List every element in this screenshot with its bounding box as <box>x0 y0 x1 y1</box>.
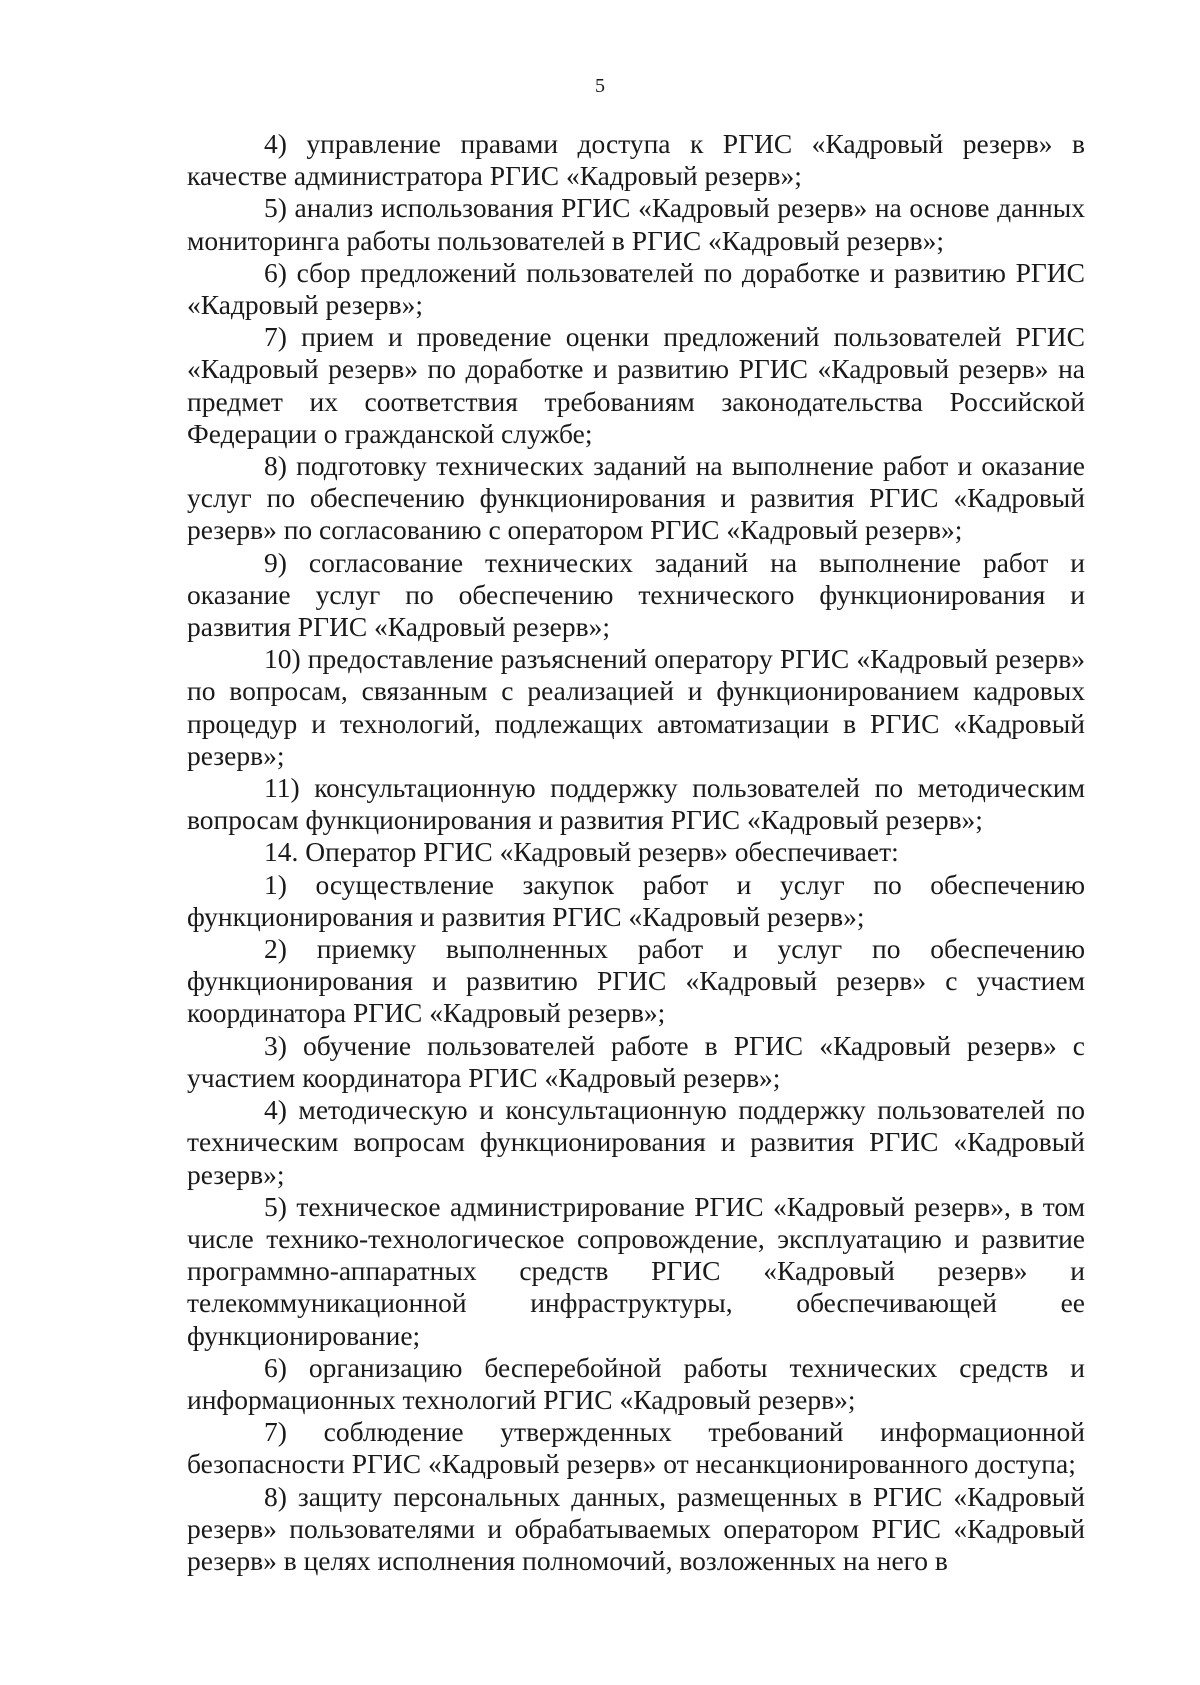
operator-item-8: 8) защиту персональных данных, размещенных в РГИС «Кадровый резерв» пользователями и обрабатываемых оператором РГИС «Кадровый резерв» в целях исполнения полномочий, возложенных на него в <box>187 1480 1085 1576</box>
operator-item-3: 3) обучение пользователей работе в РГИС «Кадровый резерв» с участием координатора РГИС «Кадровый резерв»; <box>187 1029 1085 1093</box>
operator-item-1: 1) осуществление закупок работ и услуг по обеспечению функционирования и развития РГИС «Кадровый резерв»; <box>187 868 1085 932</box>
paragraph-5: 5) анализ использования РГИС «Кадровый резерв» на основе данных мониторинга работы пользователей в РГИС «Кадровый резерв»; <box>187 192 1085 256</box>
paragraph-7: 7) прием и проведение оценки предложений пользователей РГИС «Кадровый резерв» по доработке и развитию РГИС «Кадровый резерв» на предмет их соответствия требованиям законодательства Российской Федерации о гражданской службе; <box>187 321 1085 449</box>
operator-item-6: 6) организацию бесперебойной работы технических средств и информационных технологий РГИС «Кадровый резерв»; <box>187 1351 1085 1415</box>
paragraph-10: 10) предоставление разъяснений оператору РГИС «Кадровый резерв» по вопросам, связанным с реализацией и функционированием кадровых процедур и технологий, подлежащих автоматизации в РГИС «Кадровый резерв»; <box>187 643 1085 771</box>
paragraph-8: 8) подготовку технических заданий на выполнение работ и оказание услуг по обеспечению функционирования и развития РГИС «Кадровый резерв» по согласованию с оператором РГИС «Кадровый резерв»; <box>187 450 1085 546</box>
paragraph-4: 4) управление правами доступа к РГИС «Кадровый резерв» в качестве администратора РГИС «Кадровый резерв»; <box>187 128 1085 192</box>
page-number: 5 <box>595 75 605 97</box>
paragraph-6: 6) сбор предложений пользователей по доработке и развитию РГИС «Кадровый резерв»; <box>187 256 1085 321</box>
paragraph-9: 9) согласование технических заданий на выполнение работ и оказание услуг по обеспечению технического функционирования и развития РГИС «Кадровый резерв»; <box>187 546 1085 643</box>
section-14-heading: 14. Оператор РГИС «Кадровый резерв» обеспечивает: <box>264 836 899 868</box>
operator-item-4: 4) методическую и консультационную поддержку пользователей по техническим вопросам функционирования и развития РГИС «Кадровый резерв»; <box>187 1094 1085 1190</box>
operator-item-7: 7) соблюдение утвержденных требований информационной безопасности РГИС «Кадровый резерв» от несанкционированного доступа; <box>187 1416 1085 1480</box>
paragraph-11: 11) консультационную поддержку пользователей по методическим вопросам функционирования и развития РГИС «Кадровый резерв»; <box>187 772 1085 836</box>
operator-item-5: 5) техническое администрирование РГИС «Кадровый резерв», в том числе технико-технологическое сопровождение, эксплуатацию и развитие программно-аппаратных средств РГИС «Кадровый резерв» и телекоммуникационной инфраструктуры, обеспечивающей ее функционирование; <box>187 1190 1085 1351</box>
document-body <box>187 128 1085 1577</box>
operator-item-2: 2) приемку выполненных работ и услуг по обеспечению функционирования и развитию РГИС «Кадровый резерв» с участием координатора РГИС «Кадровый резерв»; <box>187 933 1085 1029</box>
